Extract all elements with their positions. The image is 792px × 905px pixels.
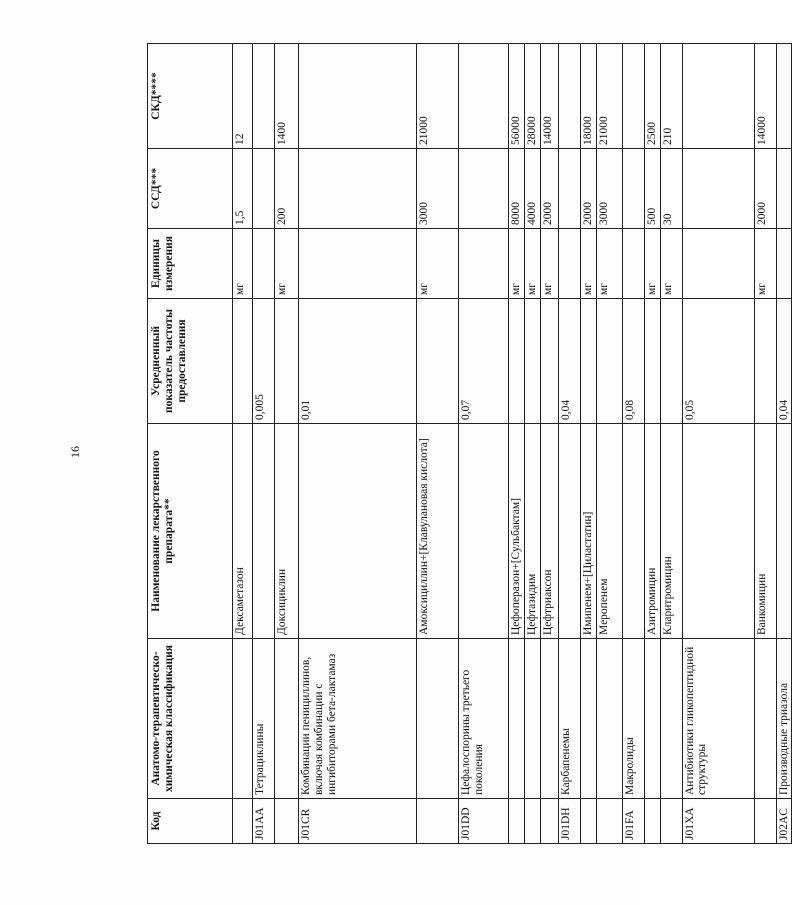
cell-ssd bbox=[459, 149, 509, 229]
cell-code bbox=[754, 799, 776, 844]
cell-ssd: 2000 bbox=[540, 149, 558, 229]
table-row bbox=[524, 44, 540, 844]
cell-atc: Тетрациклины bbox=[253, 639, 275, 799]
cell-drug: Амоксициллин+[Клавулановая кислота] bbox=[417, 424, 459, 639]
cell-code bbox=[660, 799, 682, 844]
cell-ssd: 200 bbox=[275, 149, 299, 229]
cell-atc: Карбапенемы bbox=[558, 639, 580, 799]
cell-unit: мг bbox=[644, 229, 660, 299]
cell-atc: Антибиотики гликопептидной структуры bbox=[682, 639, 754, 799]
cell-code bbox=[509, 799, 525, 844]
table-header-row bbox=[148, 44, 233, 844]
header-code: Код bbox=[148, 799, 233, 844]
cell-ssd: 4000 bbox=[524, 149, 540, 229]
cell-skd bbox=[776, 44, 792, 149]
cell-freq: 0,005 bbox=[253, 299, 275, 424]
cell-freq: 0,05 bbox=[682, 299, 754, 424]
cell-code bbox=[417, 799, 459, 844]
cell-atc bbox=[580, 639, 596, 799]
cell-ssd: 30 bbox=[660, 149, 682, 229]
cell-atc: Макролиды bbox=[622, 639, 644, 799]
cell-drug: Азитромицин bbox=[644, 424, 660, 639]
cell-code: J01CR bbox=[299, 799, 417, 844]
cell-unit bbox=[253, 229, 275, 299]
cell-ssd bbox=[558, 149, 580, 229]
table-row bbox=[558, 44, 580, 844]
cell-ssd: 2000 bbox=[580, 149, 596, 229]
cell-drug: Цефтриаксон bbox=[540, 424, 558, 639]
cell-atc bbox=[524, 639, 540, 799]
cell-skd bbox=[459, 44, 509, 149]
cell-drug bbox=[622, 424, 644, 639]
cell-atc bbox=[660, 639, 682, 799]
cell-ssd: 500 bbox=[644, 149, 660, 229]
table-row bbox=[253, 44, 275, 844]
table-row bbox=[580, 44, 596, 844]
header-unit: Единицы измерения bbox=[148, 229, 233, 299]
cell-code bbox=[596, 799, 622, 844]
cell-skd: 14000 bbox=[754, 44, 776, 149]
table-row bbox=[622, 44, 644, 844]
cell-freq bbox=[580, 299, 596, 424]
cell-drug bbox=[253, 424, 275, 639]
header-atc: Анатомо-терапевтическо-химическая классификация bbox=[148, 639, 233, 799]
table-row bbox=[275, 44, 299, 844]
cell-unit: мг bbox=[275, 229, 299, 299]
cell-atc bbox=[509, 639, 525, 799]
cell-atc bbox=[540, 639, 558, 799]
cell-unit bbox=[299, 229, 417, 299]
cell-ssd bbox=[299, 149, 417, 229]
cell-atc bbox=[754, 639, 776, 799]
cell-code bbox=[644, 799, 660, 844]
cell-code: J01FA bbox=[622, 799, 644, 844]
table-row bbox=[776, 44, 792, 844]
cell-atc bbox=[233, 639, 253, 799]
cell-drug: Цефоперазон+[Сульбактам] bbox=[509, 424, 525, 639]
cell-freq: 0,07 bbox=[459, 299, 509, 424]
cell-freq bbox=[596, 299, 622, 424]
table-row bbox=[540, 44, 558, 844]
cell-drug: Цефтазидим bbox=[524, 424, 540, 639]
cell-freq: 0,01 bbox=[299, 299, 417, 424]
cell-drug: Дексаметазон bbox=[233, 424, 253, 639]
cell-ssd bbox=[253, 149, 275, 229]
cell-freq bbox=[754, 299, 776, 424]
table-row bbox=[644, 44, 660, 844]
cell-ssd bbox=[776, 149, 792, 229]
cell-code: J01DH bbox=[558, 799, 580, 844]
cell-skd: 14000 bbox=[540, 44, 558, 149]
cell-code bbox=[540, 799, 558, 844]
cell-skd: 28000 bbox=[524, 44, 540, 149]
cell-skd: 56000 bbox=[509, 44, 525, 149]
cell-unit: мг bbox=[660, 229, 682, 299]
cell-unit bbox=[622, 229, 644, 299]
cell-freq: 0,04 bbox=[776, 299, 792, 424]
cell-unit: мг bbox=[524, 229, 540, 299]
cell-drug bbox=[558, 424, 580, 639]
cell-skd: 1400 bbox=[275, 44, 299, 149]
cell-atc bbox=[596, 639, 622, 799]
cell-freq bbox=[644, 299, 660, 424]
cell-unit: мг bbox=[580, 229, 596, 299]
cell-skd bbox=[253, 44, 275, 149]
cell-skd: 12 bbox=[233, 44, 253, 149]
cell-skd: 18000 bbox=[580, 44, 596, 149]
cell-unit: мг bbox=[754, 229, 776, 299]
drug-table bbox=[147, 43, 792, 844]
cell-atc: Комбинации пенициллинов, включая комбинации с ингибиторами бета-лактамаз bbox=[299, 639, 417, 799]
cell-freq: 0,04 bbox=[558, 299, 580, 424]
cell-unit bbox=[776, 229, 792, 299]
cell-skd bbox=[622, 44, 644, 149]
table-row bbox=[459, 44, 509, 844]
table-row bbox=[754, 44, 776, 844]
cell-atc bbox=[417, 639, 459, 799]
cell-code bbox=[524, 799, 540, 844]
table-body bbox=[233, 44, 792, 844]
cell-drug bbox=[682, 424, 754, 639]
table-row bbox=[299, 44, 417, 844]
cell-unit: мг bbox=[417, 229, 459, 299]
cell-ssd bbox=[622, 149, 644, 229]
page-number: 16 bbox=[68, 446, 82, 458]
cell-ssd: 3000 bbox=[596, 149, 622, 229]
cell-drug: Ванкомицин bbox=[754, 424, 776, 639]
cell-unit bbox=[558, 229, 580, 299]
cell-atc: Производные триазола bbox=[776, 639, 792, 799]
header-skd: СКД**** bbox=[148, 44, 233, 149]
cell-drug bbox=[299, 424, 417, 639]
cell-code: J01DD bbox=[459, 799, 509, 844]
cell-freq bbox=[233, 299, 253, 424]
header-freq: Усредненный показатель частоты предоставления bbox=[148, 299, 233, 424]
cell-freq bbox=[660, 299, 682, 424]
cell-skd: 21000 bbox=[596, 44, 622, 149]
cell-code bbox=[275, 799, 299, 844]
cell-drug: Имипенем+[Циластатин] bbox=[580, 424, 596, 639]
cell-atc: Цефалоспорины третьего поколения bbox=[459, 639, 509, 799]
cell-code: J01XA bbox=[682, 799, 754, 844]
cell-skd: 210 bbox=[660, 44, 682, 149]
cell-unit bbox=[459, 229, 509, 299]
cell-ssd: 3000 bbox=[417, 149, 459, 229]
rotated-table-container bbox=[147, 44, 790, 844]
table-row bbox=[596, 44, 622, 844]
table-row bbox=[417, 44, 459, 844]
cell-ssd bbox=[682, 149, 754, 229]
table-row bbox=[509, 44, 525, 844]
cell-code: J02AC bbox=[776, 799, 792, 844]
cell-code bbox=[580, 799, 596, 844]
cell-unit: мг bbox=[540, 229, 558, 299]
cell-ssd: 2000 bbox=[754, 149, 776, 229]
cell-drug bbox=[776, 424, 792, 639]
cell-freq bbox=[275, 299, 299, 424]
cell-code bbox=[233, 799, 253, 844]
cell-skd bbox=[299, 44, 417, 149]
cell-skd: 21000 bbox=[417, 44, 459, 149]
cell-freq bbox=[509, 299, 525, 424]
cell-skd: 2500 bbox=[644, 44, 660, 149]
cell-freq: 0,08 bbox=[622, 299, 644, 424]
cell-unit: мг bbox=[509, 229, 525, 299]
cell-skd bbox=[682, 44, 754, 149]
cell-unit: мг bbox=[233, 229, 253, 299]
cell-atc bbox=[275, 639, 299, 799]
header-drug: Наименование лекарственного препарата** bbox=[148, 424, 233, 639]
cell-freq bbox=[524, 299, 540, 424]
cell-drug: Доксициклин bbox=[275, 424, 299, 639]
cell-freq bbox=[417, 299, 459, 424]
cell-ssd: 8000 bbox=[509, 149, 525, 229]
cell-drug: Меропенем bbox=[596, 424, 622, 639]
cell-skd bbox=[558, 44, 580, 149]
cell-drug: Кларитромицин bbox=[660, 424, 682, 639]
header-ssd: ССД*** bbox=[148, 149, 233, 229]
cell-unit bbox=[682, 229, 754, 299]
cell-freq bbox=[540, 299, 558, 424]
table-row bbox=[233, 44, 253, 844]
cell-unit: мг bbox=[596, 229, 622, 299]
cell-atc bbox=[644, 639, 660, 799]
table-row bbox=[682, 44, 754, 844]
table-row bbox=[660, 44, 682, 844]
cell-drug bbox=[459, 424, 509, 639]
cell-code: J01AA bbox=[253, 799, 275, 844]
cell-ssd: 1,5 bbox=[233, 149, 253, 229]
